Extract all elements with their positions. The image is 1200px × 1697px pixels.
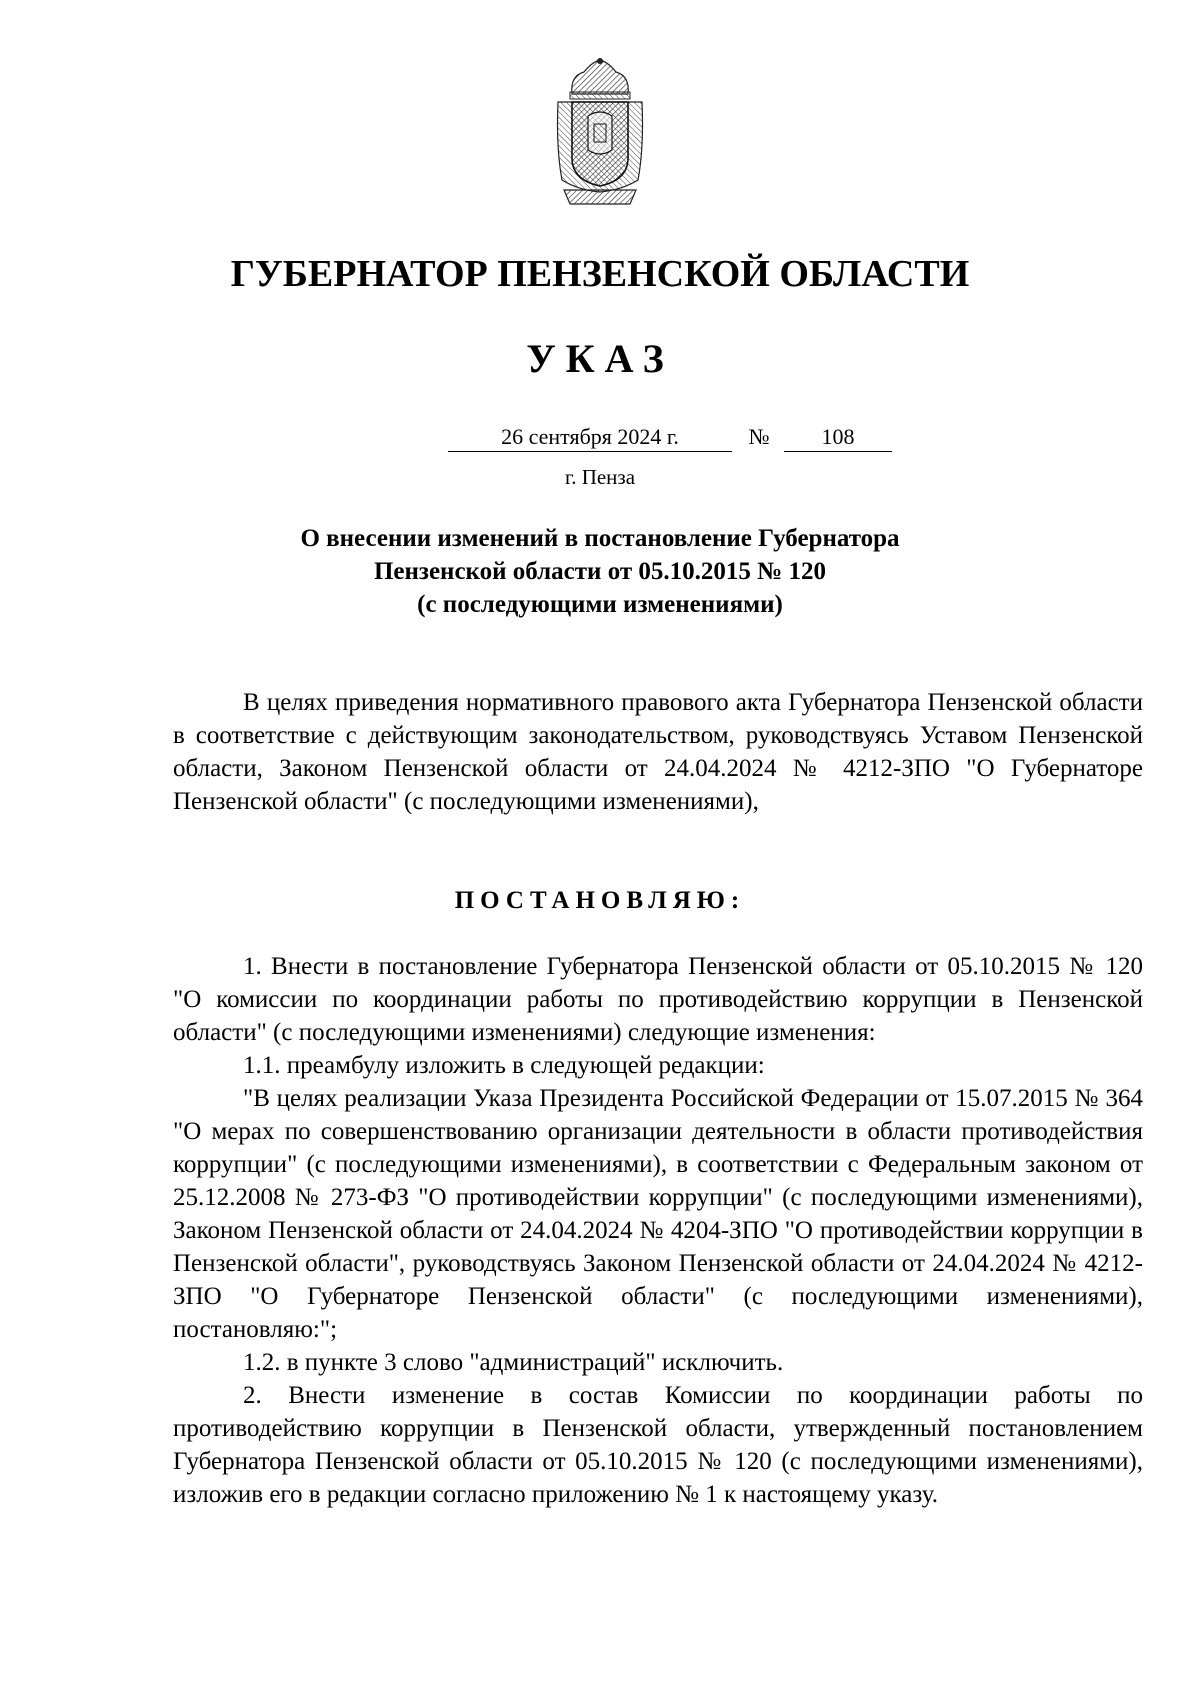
- coat-of-arms-icon: [550, 58, 650, 208]
- document-number: 108: [784, 424, 892, 452]
- item-paragraph: 1.2. в пункте 3 слово "администраций" исключить.: [243, 1349, 784, 1376]
- issue-city: г. Пенза: [564, 465, 636, 489]
- preamble-section: [173, 686, 1143, 818]
- title-line: Пензенской области от 05.10.2015 № 120: [373, 558, 827, 585]
- title-line: О внесении изменений в постановление Губернатора: [300, 525, 900, 552]
- document-date: 26 сентября 2024 г.: [448, 424, 732, 452]
- number-sign: №: [748, 424, 770, 449]
- item-paragraph: "В целях реализации Указа Президента Российской Федерации от 15.07.2015 № 364 "О мерах по совершенствованию организации деятельности в области противодействия коррупции" (с последующими изменениями), в соответствии с Федеральным законом от 25.12.2008 № 273-ФЗ "О противодействии коррупции" (с последующими изменениями), Законом Пензенской области от 24.04.2024 № 4204-ЗПО "О противодействии коррупции в Пензенской области", руководствуясь Законом Пензенской области от 24.04.2024 № 4212-ЗПО "О Губернаторе Пензенской области" (с последующими изменениями), постановляю:";: [173, 1085, 1143, 1343]
- decree-items: [173, 950, 1143, 1511]
- document-title: [0, 522, 1200, 621]
- issuing-authority: ГУБЕРНАТОР ПЕНЗЕНСКОЙ ОБЛАСТИ: [230, 253, 970, 295]
- preamble-paragraph: В целях приведения нормативного правового акта Губернатора Пензенской области в соответствие с действующим законодательством, руководствуясь Уставом Пензенской области, Законом Пензенской области от 24.04.2024 № 4212-ЗПО "О Губернаторе Пензенской области" (с последующими изменениями),: [173, 689, 1143, 815]
- document-type: УКАЗ: [526, 336, 674, 381]
- item-paragraph: 1.1. преамбулу изложить в следующей редакции:: [243, 1052, 765, 1079]
- item-paragraph: 2. Внести изменение в состав Комиссии по координации работы по противодействию коррупции в Пензенской области, утвержденный постановлением Губернатора Пензенской области от 05.10.2015 № 120 (с последующими изменениями), изложив его в редакции согласно приложению № 1 к настоящему указу.: [173, 1382, 1143, 1508]
- date-number-row: [448, 424, 892, 454]
- title-line: (с последующими изменениями): [417, 591, 783, 618]
- item-paragraph: 1. Внести в постановление Губернатора Пензенской области от 05.10.2015 № 120 "О комиссии по координации работы по противодействию коррупции в Пензенской области" (с последующими изменениями) следующие изменения:: [173, 953, 1143, 1046]
- decree-word: ПОСТАНОВЛЯЮ:: [454, 887, 746, 914]
